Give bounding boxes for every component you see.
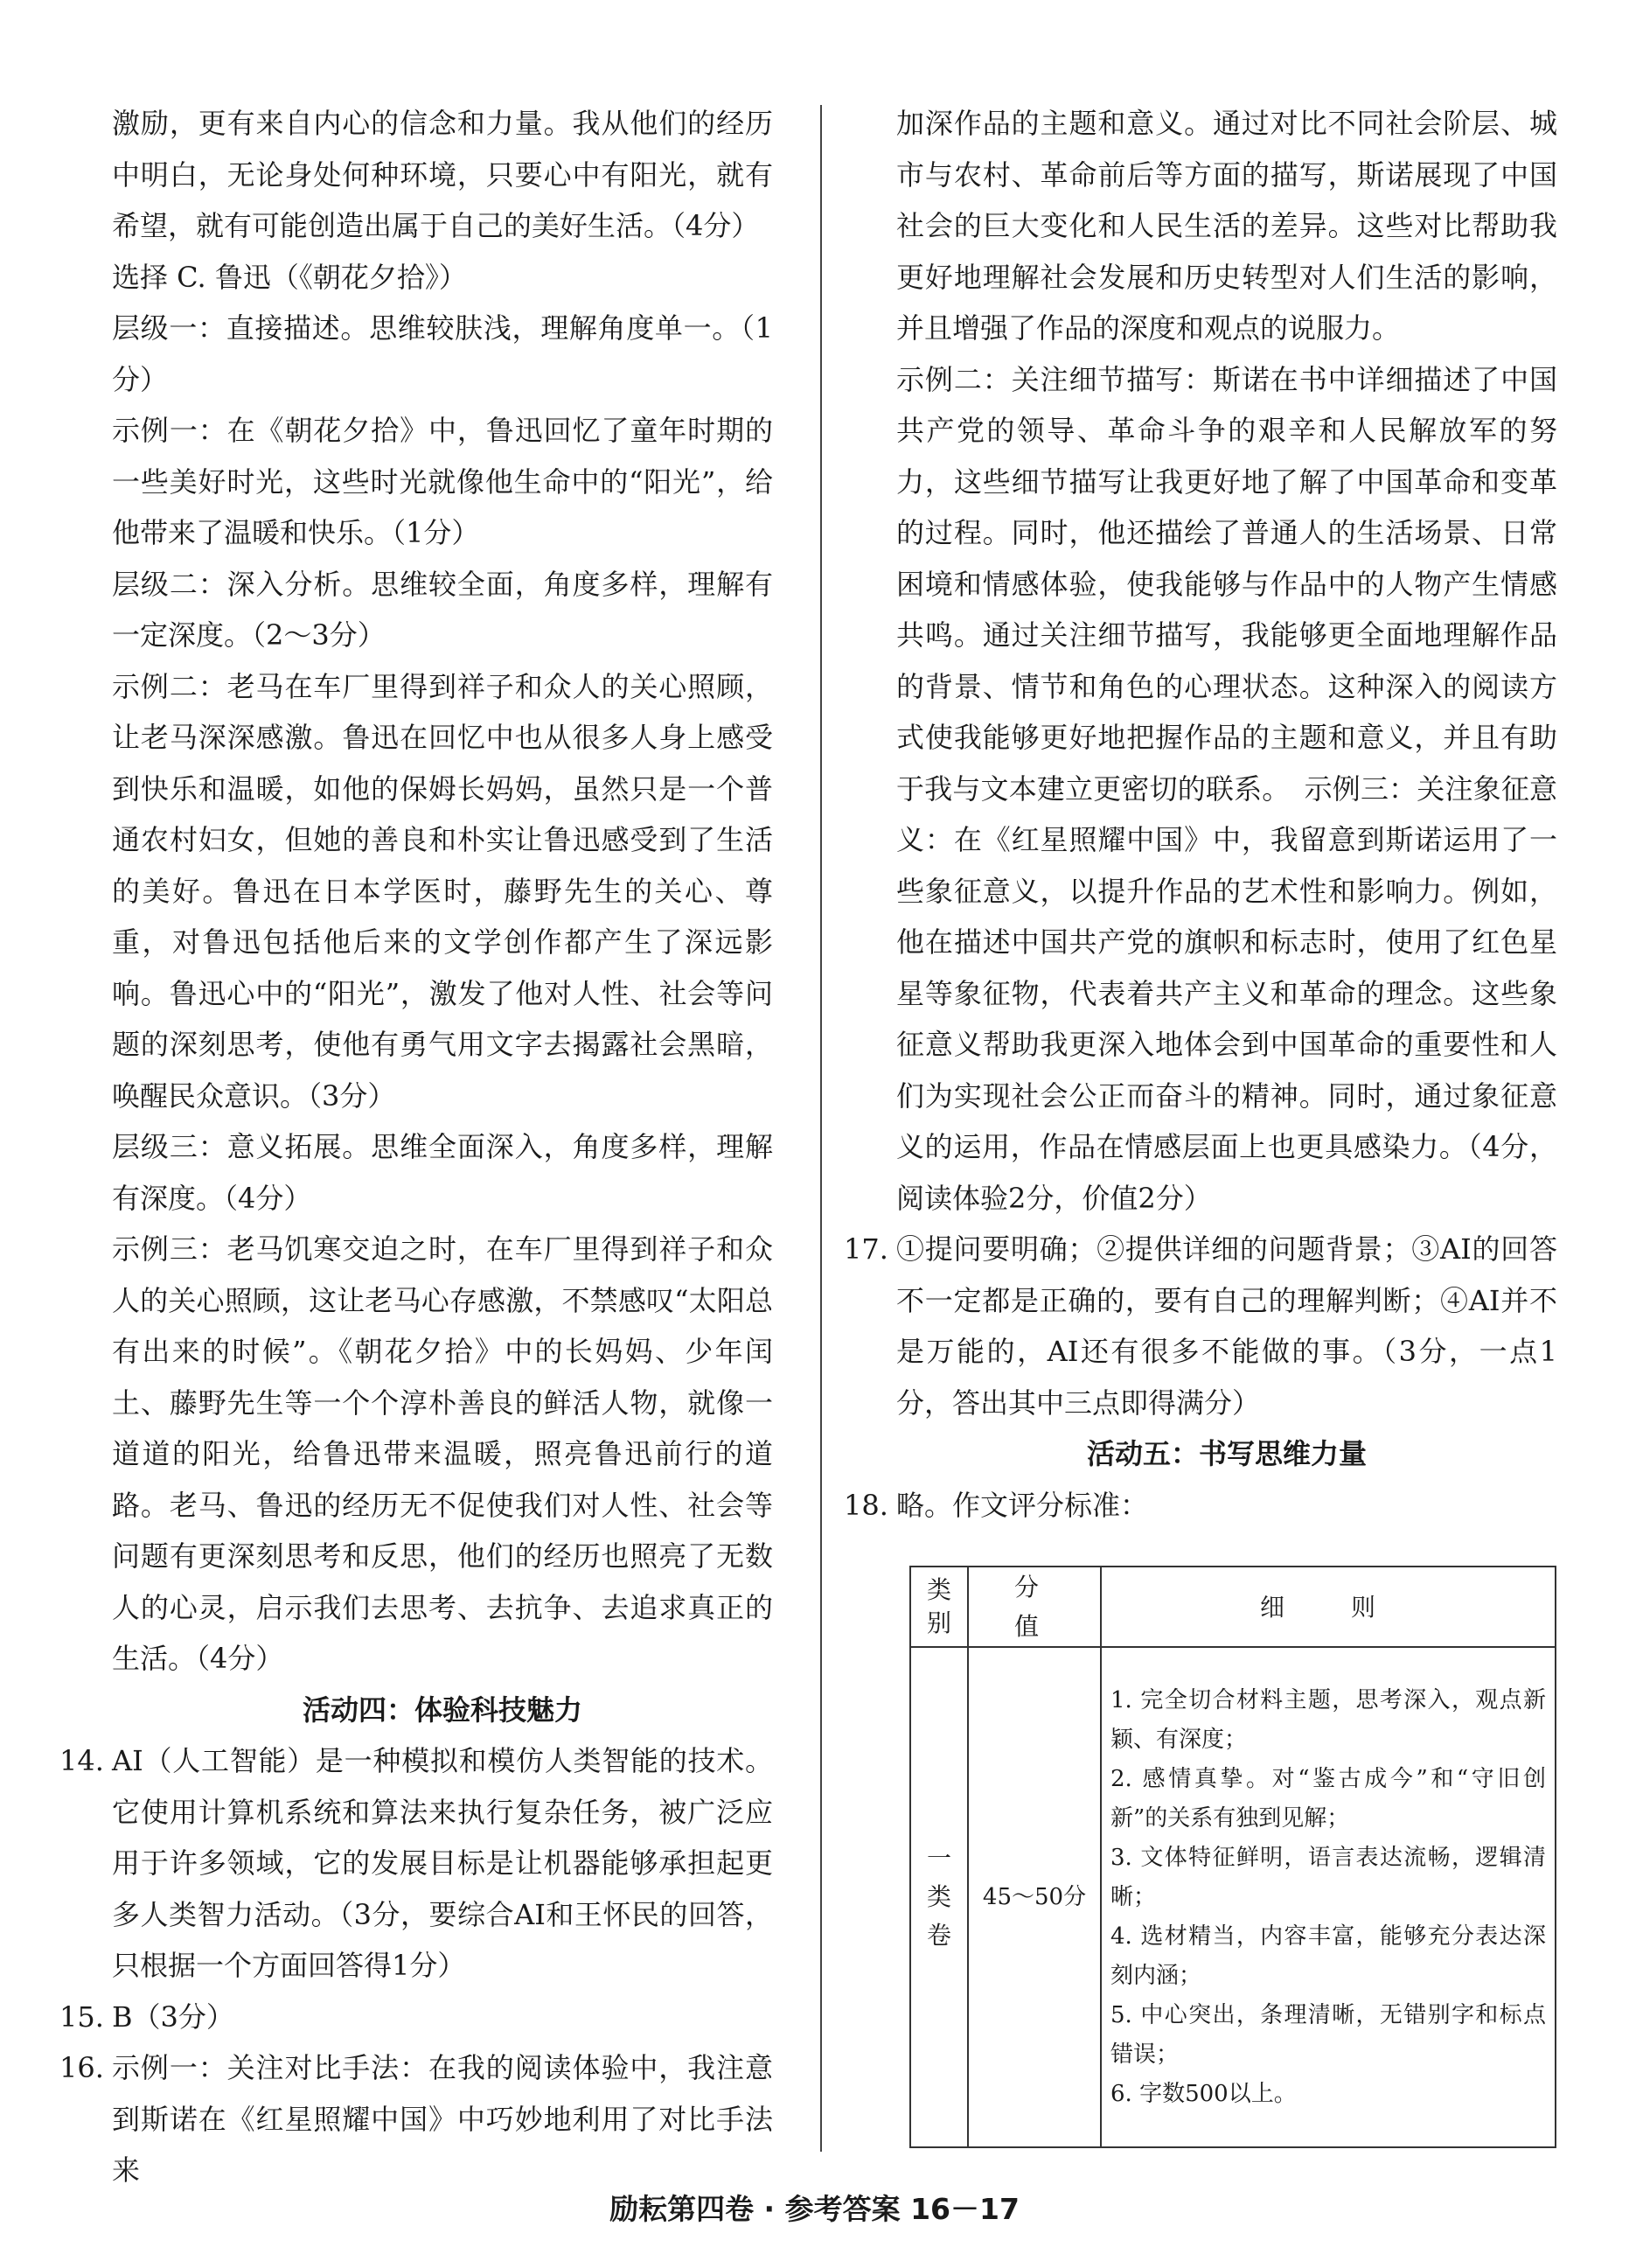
left-column [59,98,773,2196]
paragraph: 加深作品的主题和意义。通过对比不同社会阶层、城市与农村、革命前后等方面的描写，斯诺展现了中国社会的巨大变化和人民生活的差异。这些对比帮助我更好地理解社会发展和历史转型对人们生活的影响，并且增强了作品的深度和观点的说服力。 [896,107,1557,345]
table-row [910,1647,1556,2147]
criterion: 1. 完全切合材料主题，思考深入，观点新颖、有深度； [1110,1686,1546,1753]
item-number: 16. [59,2051,104,2084]
criterion: 3. 文体特征鲜明，语言表达流畅，逻辑清晰； [1110,1844,1546,1910]
criterion: 5. 中心突出，条理清晰，无错别字和标点错误； [1110,2001,1546,2068]
category-cell: 一类卷 [910,1647,968,2147]
table-header-row [910,1567,1556,1647]
page-footer: 励耘第四卷 · 参考答案 16－17 [609,2192,1020,2226]
paragraph: 示例一：在《朝花夕拾》中，鲁迅回忆了童年时期的一些美好时光，这些时光就像他生命中的“阳光”，给他带来了温暖和快乐。（1分） [112,414,773,549]
column-divider [820,105,822,2152]
answer-item-17 [844,1224,1557,1428]
item-text: B（3分） [112,1999,234,2034]
paragraph: 层级一：直接描述。思维较肤浅，理解角度单一。（1分） [112,311,773,396]
item-number: 15. [59,1999,104,2034]
header-score: 分 值 [968,1567,1101,1647]
paragraph: 示例二：老马在车厂里得到祥子和众人的关心照顾，让老马深深感激。鲁迅在回忆中也从很多人身上感受到快乐和温暖，如他的保姆长妈妈，虽然只是一个普通农村妇女，但她的善良和朴实让鲁迅感受到了生活的美好。鲁迅在日本学医时，藤野先生的关心、尊重，对鲁迅包括他后来的文学创作都产生了深远影响。鲁迅心中的“阳光”，激发了他对人性、社会等问题的深刻思考，使他有勇气用文字去揭露社会黑暗，唤醒民众意识。（3分） [112,669,773,1113]
item-text: 示例一：关注对比手法：在我的阅读体验中，我注意到斯诺在《红星照耀中国》中巧妙地利用了对比手法来 [112,2051,773,2187]
section-heading-activity-4: 活动四：体验科技魅力 [302,1692,582,1727]
criterion: 4. 选材精当，内容丰富，能够充分表达深刻内涵； [1110,1923,1546,1989]
header-details: 细 则 [1101,1567,1556,1647]
answer-item-14 [59,1735,773,1992]
right-column [844,98,1557,1531]
header-category: 类别 [910,1567,968,1647]
item-text: AI（人工智能）是一种模拟和模仿人类智能的技术。它使用计算机系统和算法来执行复杂任务，被广泛应用于许多领域，它的发展目标是让机器能够承担起更多人类智力活动。（3分，要综合AI和王怀民的回答，只根据一个方面回答得1分） [112,1744,773,1982]
answer-item-15 [59,1992,773,2043]
paragraph: 示例二：关注细节描写：斯诺在书中详细描述了中国共产党的领导、革命斗争的艰辛和人民解放军的努力，这些细节描写让我更好地了解了中国革命和变革的过程。同时，他还描绘了普通人的生活场景、日常困境和情感体验，使我能够与作品中的人物产生情感共鸣。通过关注细节描写，我能够更全面地理解作品的背景、情节和角色的心理状态。这种深入的阅读方式使我能够更好地把握作品的主题和意义，并且有助于我与文本建立更密切的联系。 示例三：关注象征意义：在《红星照耀中国》中，我留意到斯诺运用了一些象征意义，以提升作品的艺术性和影响力。例如，他在描述中国共产党的旗帜和标志时，使用了红色星星等象征物，代表着共产主义和革命的理念。这些象征意义帮助我更深入地体会到中国革命的重要性和人们为实现社会公正而奋斗的精神。同时，通过象征意义的运用，作品在情感层面上也更具感染力。（4分，阅读体验2分，价值2分） [896,362,1557,1215]
paragraph: 层级三：意义拓展。思维全面深入，角度多样，理解有深度。（4分） [112,1130,773,1215]
section-heading-activity-5: 活动五：书写思维力量 [1086,1437,1367,1470]
answer-item-16 [59,2042,773,2196]
score-cell: 45～50分 [968,1647,1101,2147]
paragraph: 激励，更有来自内心的信念和力量。我从他们的经历中明白，无论身处何种环境，只要心中有阳光，就有希望，就有可能创造出属于自己的美好生活。（4分） [112,107,773,242]
answer-item-18 [844,1480,1557,1532]
criterion: 6. 字数500以上。 [1110,2080,1297,2107]
item-number: 14. [59,1744,104,1777]
item-text: ①提问要明确；②提供详细的问题背景；③AI的回答不一定都是正确的，要有自己的理解判断；④AI并不是万能的，AI还有很多不能做的事。（3分，一点1分，答出其中三点即得满分） [896,1232,1557,1420]
item-text: 略。作文评分标准： [896,1488,1149,1522]
item-number: 18. [844,1488,888,1522]
item-number: 17. [844,1232,888,1266]
paragraph: 层级二：深入分析。思维较全面，角度多样，理解有一定深度。（2～3分） [112,567,773,652]
paragraph: 示例三：老马饥寒交迫之时，在车厂里得到祥子和众人的关心照顾，这让老马心存感激，不禁感叹“太阳总有出来的时候”。《朝花夕拾》中的长妈妈、少年闰土、藤野先生等一个个淳朴善良的鲜活人物，就像一道道的阳光，给鲁迅带来温暖，照亮鲁迅前行的道路。老马、鲁迅的经历无不促使我们对人性、社会等问题有更深刻思考和反思，他们的经历也照亮了无数人的心灵，启示我们去思考、去抗争、去追求真正的生活。（4分） [112,1232,773,1675]
paragraph: 选择 C. 鲁迅（《朝花夕拾》） [112,260,467,294]
criterion: 2. 感情真挚。对“鉴古成今”和“守旧创新”的关系有独到见解； [1110,1765,1546,1832]
grading-table [909,1566,1556,2148]
details-cell [1101,1647,1556,2147]
